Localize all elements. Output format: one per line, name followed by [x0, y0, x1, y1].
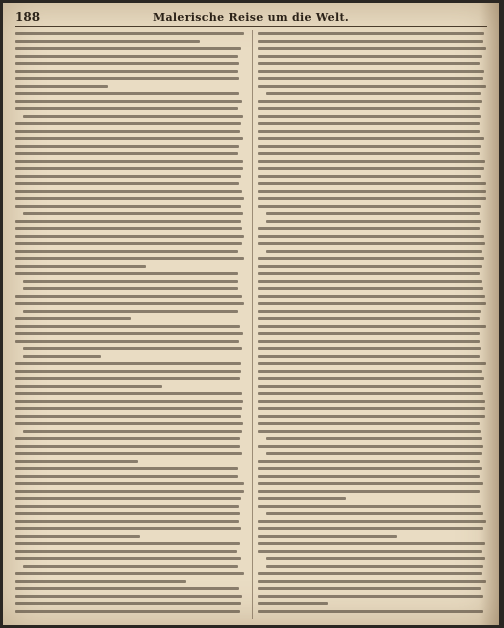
text-line: [15, 270, 247, 278]
text-line: [15, 188, 247, 196]
text-line: [258, 563, 490, 571]
text-line: [258, 240, 490, 248]
text-line: [258, 503, 490, 511]
text-line: [258, 263, 490, 271]
text-line: [258, 128, 490, 136]
text-line: [15, 285, 247, 293]
text-line: [258, 233, 490, 241]
left-column: [15, 30, 252, 619]
text-line: [258, 83, 490, 91]
text-line: [15, 278, 247, 286]
text-line: [15, 263, 247, 271]
text-line: [258, 473, 490, 481]
text-line: [15, 450, 247, 458]
text-line: [258, 345, 490, 353]
text-line: [258, 30, 490, 38]
text-line: [15, 330, 247, 338]
text-line: [15, 383, 247, 391]
text-line: [15, 360, 247, 368]
text-line: [258, 68, 490, 76]
text-line: [258, 585, 490, 593]
text-line: [15, 240, 247, 248]
text-line: [15, 323, 247, 331]
text-line: [258, 293, 490, 301]
text-line: [258, 480, 490, 488]
text-line: [15, 353, 247, 361]
text-line: [15, 443, 247, 451]
running-title: Malerische Reise um die Welt.: [153, 10, 349, 24]
text-line: [258, 270, 490, 278]
text-line: [15, 203, 247, 211]
text-line: [15, 563, 247, 571]
text-line: [258, 143, 490, 151]
text-line: [15, 45, 247, 53]
text-line: [258, 368, 490, 376]
text-line: [15, 540, 247, 548]
text-line: [258, 608, 490, 616]
text-line: [258, 315, 490, 323]
text-line: [258, 443, 490, 451]
text-line: [258, 203, 490, 211]
text-line: [258, 525, 490, 533]
text-line: [15, 195, 247, 203]
text-line: [15, 465, 247, 473]
text-line: [15, 143, 247, 151]
text-line: [15, 503, 247, 511]
text-line: [15, 173, 247, 181]
text-line: [15, 428, 247, 436]
text-line: [258, 278, 490, 286]
text-line: [15, 30, 247, 38]
text-line: [15, 255, 247, 263]
text-line: [258, 338, 490, 346]
text-line: [15, 308, 247, 316]
text-line: [15, 98, 247, 106]
text-line: [15, 593, 247, 601]
text-line: [15, 608, 247, 616]
page-number: 188: [15, 10, 41, 24]
text-line: [15, 375, 247, 383]
text-line: [258, 120, 490, 128]
text-line: [258, 285, 490, 293]
text-line: [15, 420, 247, 428]
text-line: [15, 210, 247, 218]
text-line: [258, 360, 490, 368]
text-line: [15, 585, 247, 593]
text-line: [15, 218, 247, 226]
text-line: [15, 555, 247, 563]
text-line: [258, 518, 490, 526]
text-line: [15, 180, 247, 188]
text-line: [258, 53, 490, 61]
text-line: [15, 570, 247, 578]
text-line: [258, 450, 490, 458]
text-line: [15, 533, 247, 541]
text-line: [15, 345, 247, 353]
text-line: [258, 75, 490, 83]
text-line: [15, 158, 247, 166]
text-line: [258, 308, 490, 316]
text-line: [15, 413, 247, 421]
text-line: [15, 113, 247, 121]
text-line: [258, 555, 490, 563]
text-line: [15, 135, 247, 143]
text-line: [15, 165, 247, 173]
text-line: [15, 105, 247, 113]
text-line: [258, 458, 490, 466]
text-line: [258, 323, 490, 331]
text-line: [258, 435, 490, 443]
text-line: [258, 105, 490, 113]
text-line: [15, 90, 247, 98]
text-line: [258, 38, 490, 46]
text-line: [15, 60, 247, 68]
text-line: [258, 150, 490, 158]
text-line: [15, 495, 247, 503]
book-page: [3, 3, 499, 625]
text-line: [15, 458, 247, 466]
text-line: [258, 218, 490, 226]
text-line: [258, 210, 490, 218]
text-line: [15, 83, 247, 91]
text-line: [258, 195, 490, 203]
text-line: [258, 383, 490, 391]
text-line: [258, 173, 490, 181]
text-line: [258, 248, 490, 256]
text-line: [15, 600, 247, 608]
text-line: [15, 390, 247, 398]
text-line: [15, 38, 247, 46]
text-line: [258, 98, 490, 106]
text-line: [15, 150, 247, 158]
text-line: [15, 480, 247, 488]
text-line: [258, 540, 490, 548]
text-line: [15, 368, 247, 376]
text-line: [15, 315, 247, 323]
text-line: [258, 225, 490, 233]
text-line: [258, 188, 490, 196]
text-line: [15, 53, 247, 61]
text-line: [15, 518, 247, 526]
text-line: [258, 390, 490, 398]
text-line: [258, 510, 490, 518]
text-line: [15, 405, 247, 413]
text-line: [258, 60, 490, 68]
text-line: [258, 495, 490, 503]
text-line: [15, 435, 247, 443]
text-line: [258, 428, 490, 436]
column-divider: [252, 30, 253, 619]
text-line: [258, 180, 490, 188]
text-line: [15, 548, 247, 556]
text-line: [258, 465, 490, 473]
text-line: [15, 488, 247, 496]
text-line: [15, 68, 247, 76]
text-line: [258, 158, 490, 166]
text-line: [258, 593, 490, 601]
text-line: [258, 353, 490, 361]
text-line: [258, 255, 490, 263]
text-line: [258, 548, 490, 556]
text-line: [258, 90, 490, 98]
text-line: [15, 338, 247, 346]
text-line: [258, 45, 490, 53]
text-line: [15, 525, 247, 533]
page-header: [15, 9, 487, 25]
text-line: [258, 398, 490, 406]
text-line: [15, 75, 247, 83]
text-line: [258, 570, 490, 578]
text-line: [15, 300, 247, 308]
text-line: [258, 300, 490, 308]
text-line: [15, 120, 247, 128]
text-line: [15, 578, 247, 586]
text-line: [258, 330, 490, 338]
text-line: [15, 233, 247, 241]
text-line: [258, 578, 490, 586]
text-line: [258, 533, 490, 541]
text-line: [258, 113, 490, 121]
text-line: [15, 398, 247, 406]
right-column: [253, 30, 490, 619]
text-line: [15, 473, 247, 481]
text-line: [258, 413, 490, 421]
text-line: [15, 225, 247, 233]
text-line: [15, 248, 247, 256]
text-line: [15, 510, 247, 518]
header-rule: [15, 26, 487, 27]
text-columns: [15, 30, 489, 619]
text-line: [258, 375, 490, 383]
text-line: [258, 488, 490, 496]
text-line: [15, 128, 247, 136]
text-line: [258, 600, 490, 608]
text-line: [15, 293, 247, 301]
text-line: [258, 420, 490, 428]
text-line: [258, 135, 490, 143]
text-line: [258, 405, 490, 413]
text-line: [258, 165, 490, 173]
